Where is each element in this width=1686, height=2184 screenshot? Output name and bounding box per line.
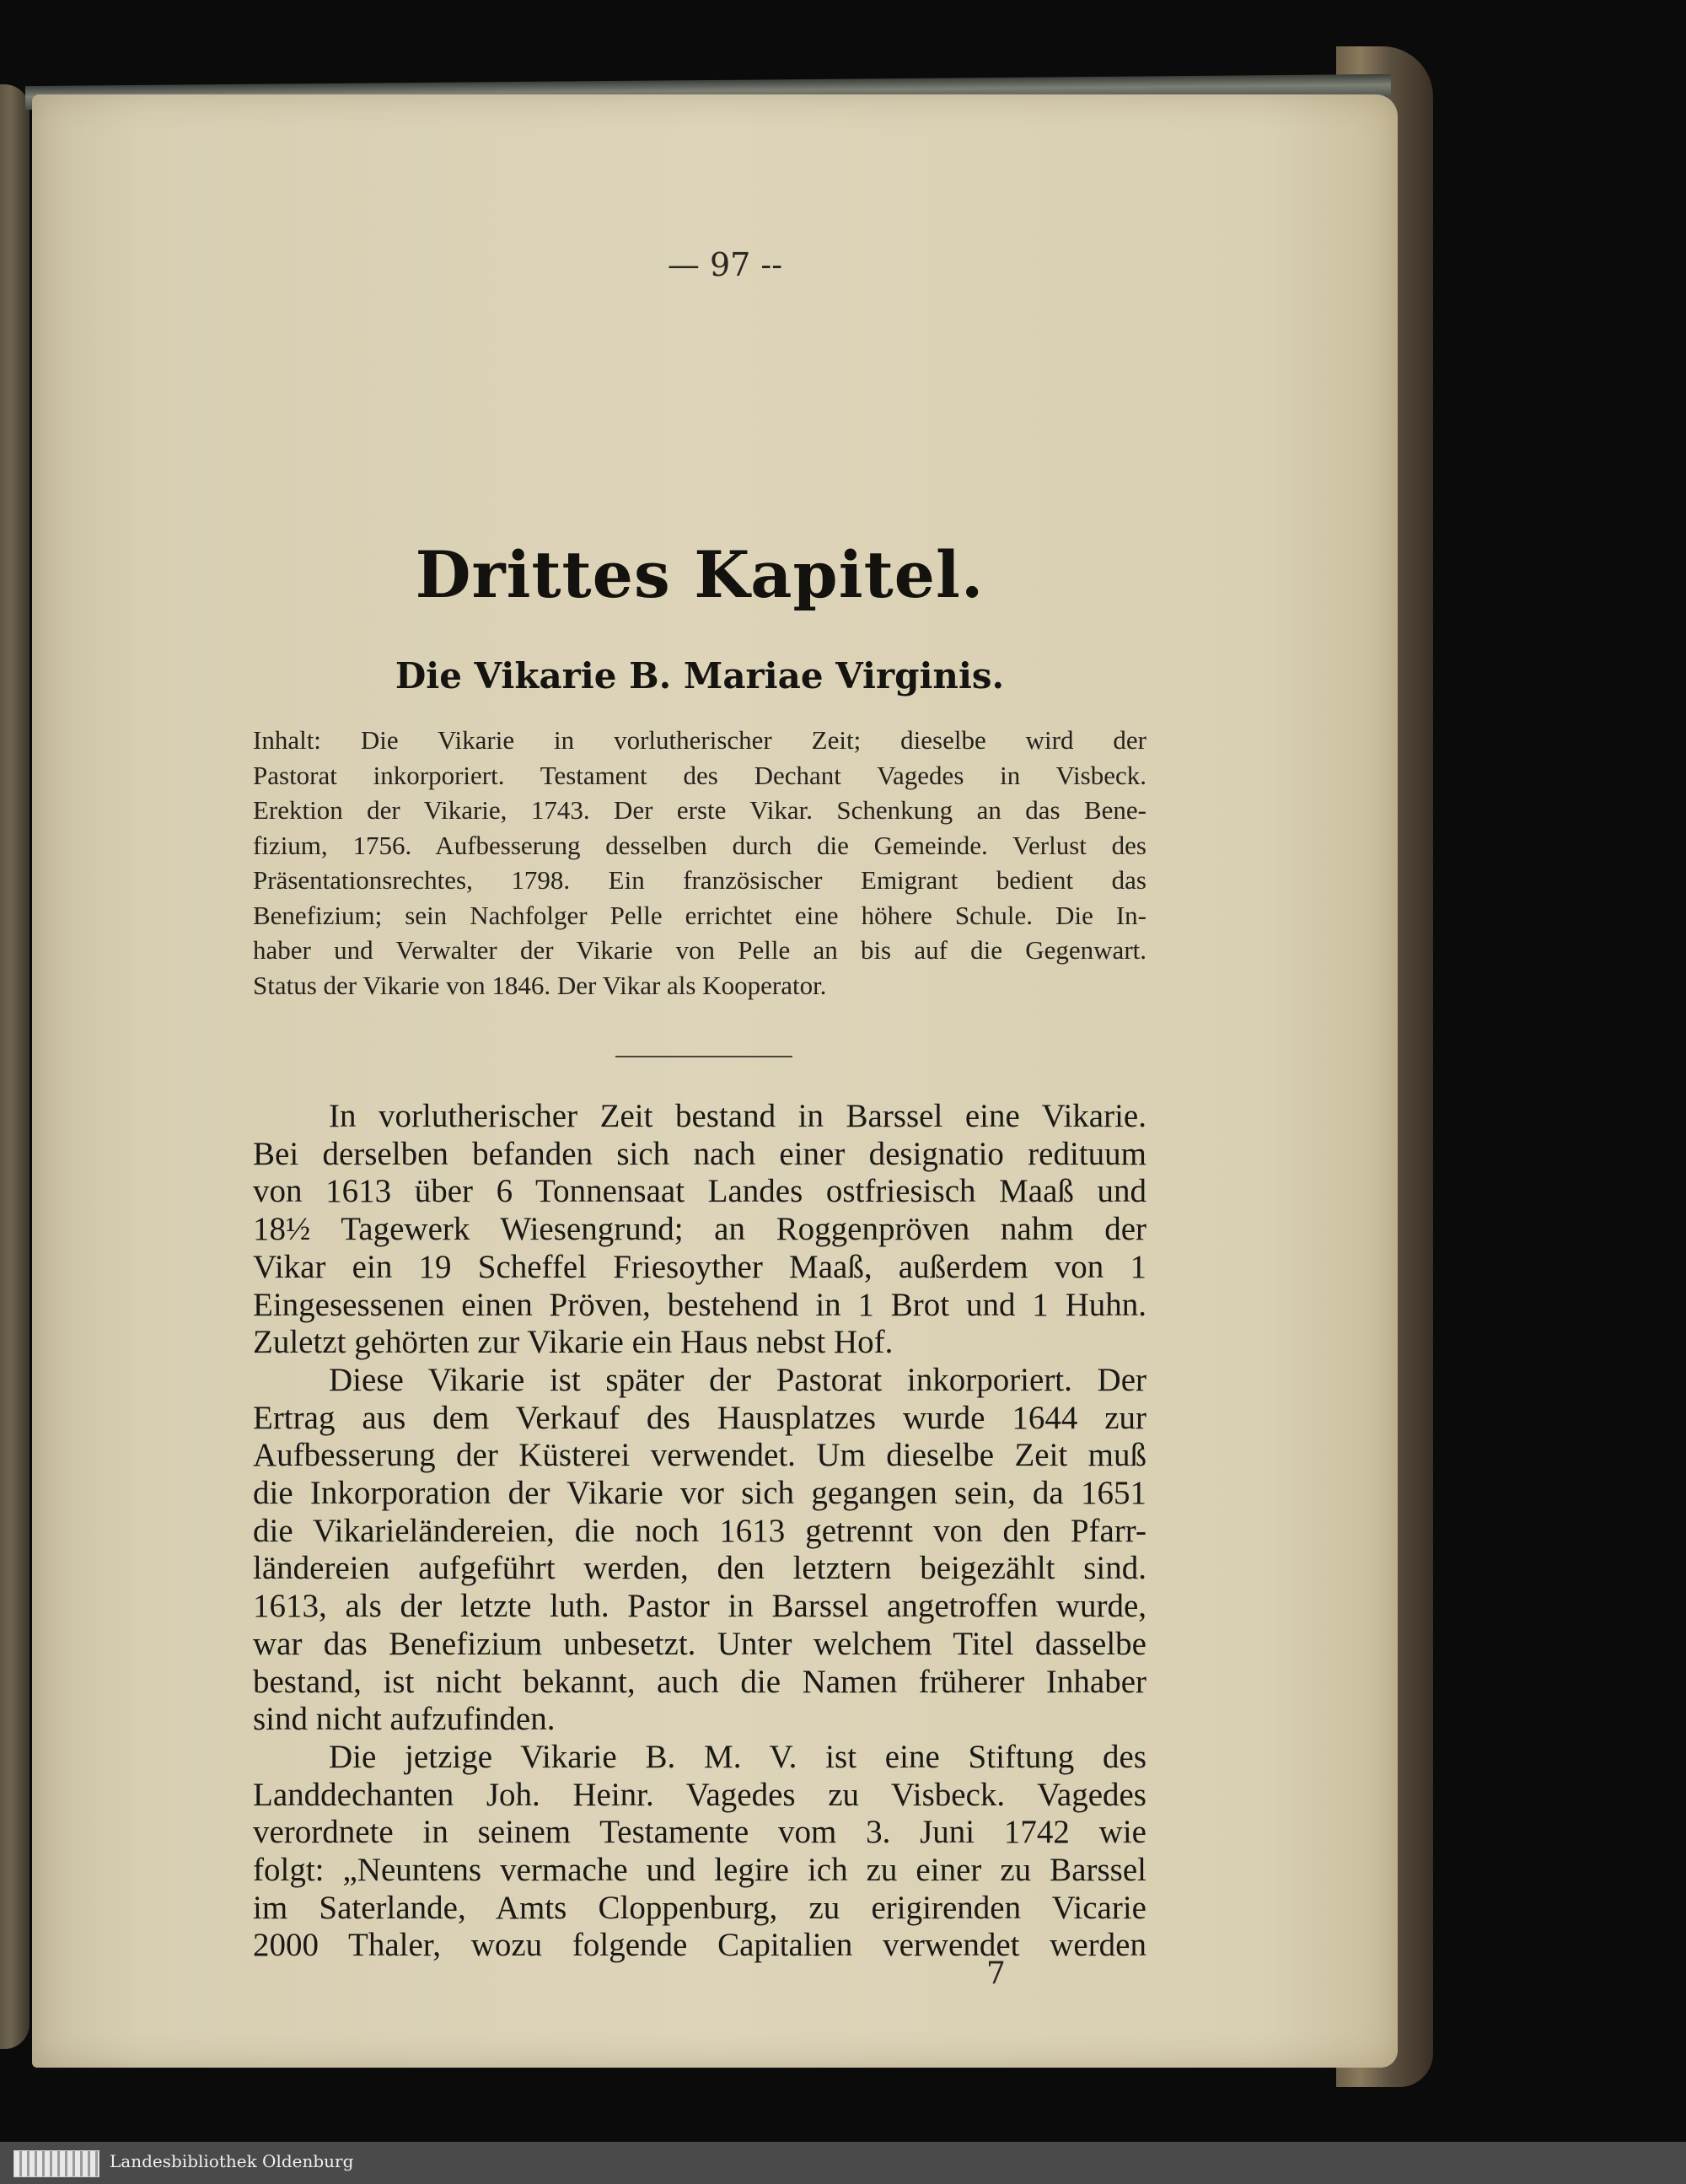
body-line: 1613, als der letzte luth. Pastor in Barssel angetroffen wurde, [253,1588,1146,1625]
body-line: Landdechanten Joh. Heinr. Vagedes zu Visbeck. Vagedes [253,1776,1146,1813]
section-divider [615,1056,792,1057]
summary-line: Inhalt: Die Vikarie in vorlutherischer Zeit; dieselbe wird der [253,725,1146,755]
summary-line: fizium, 1756. Aufbesserung desselben durch die Gemeinde. Verlust des [253,830,1146,860]
chapter-summary [253,723,1146,1003]
body-line: Die jetzige Vikarie B. M. V. ist eine Stiftung des [329,1738,1146,1775]
body-line: im Saterlande, Amts Cloppenburg, zu erigirenden Vicarie [253,1889,1146,1926]
summary-line: Pastorat inkorporiert. Testament des Dechant Vagedes in Visbeck. [253,760,1146,790]
library-logo-icon[interactable] [13,2150,99,2177]
summary-line: haber und Verwalter der Vikarie von Pelle an bis auf die Gegenwart. [253,935,1146,965]
summary-line: Status der Vikarie von 1846. Der Vikar als Kooperator. [253,970,827,1000]
book-page [32,94,1398,2068]
summary-line: Benefizium; sein Nachfolger Pelle errichtet eine höhere Schule. Die In- [253,900,1146,930]
body-line: von 1613 über 6 Tonnensaat Landes ostfriesisch Maaß und [253,1173,1146,1210]
body-line: folgt: „Neuntens vermache und legire ich zu einer zu Barssel [253,1852,1146,1889]
body-line: In vorlutherischer Zeit bestand in Barssel eine Vikarie. [329,1098,1146,1134]
page-number: — 97 -- [667,246,783,283]
chapter-title: Drittes Kapitel. [415,537,985,612]
body-line: Bei derselben befanden sich nach einer designatio redituum [253,1135,1146,1172]
body-line: 2000 Thaler, wozu folgende Capitalien verwendet werden [253,1927,1146,1964]
body-line: Zuletzt gehörten zur Vikarie ein Haus nebst Hof. [253,1324,894,1361]
body-line: ländereien aufgeführt werden, den letztern beigezählt sind. [253,1550,1146,1587]
body-line: verordnete in seinem Testamente vom 3. Juni 1742 wie [253,1814,1146,1851]
summary-line: Erektion der Vikarie, 1743. Der erste Vikar. Schenkung an das Bene- [253,795,1146,825]
body-line: sind nicht aufzufinden. [253,1701,556,1738]
body-text [253,1098,1146,1965]
body-line: die Inkorporation der Vikarie vor sich gegangen sein, da 1651 [253,1475,1146,1512]
chapter-subtitle: Die Vikarie B. Mariae Virginis. [395,655,1005,697]
body-line: Aufbesserung der Küsterei verwendet. Um dieselbe Zeit muß [253,1437,1146,1474]
sheet-signature: 7 [986,1956,1006,1991]
body-line: bestand, ist nicht bekannt, auch die Namen früherer Inhaber [253,1663,1146,1700]
body-line: war das Benefizium unbesetzt. Unter welchem Titel dasselbe [253,1625,1146,1662]
body-line: Eingesessenen einen Pröven, bestehend in 1 Brot und 1 Huhn. [253,1286,1146,1323]
library-name[interactable]: Landesbibliothek Oldenburg [110,2151,354,2171]
body-line: Vikar ein 19 Scheffel Friesoyther Maaß, außerdem von 1 [253,1248,1146,1285]
facing-page-edge [0,84,30,2049]
body-line: Ertrag aus dem Verkauf des Hausplatzes wurde 1644 zur [253,1399,1146,1436]
summary-line: Präsentationsrechtes, 1798. Ein französischer Emigrant bedient das [253,865,1146,895]
body-line: Diese Vikarie ist später der Pastorat inkorporiert. Der [329,1361,1146,1398]
body-line: die Vikarieländereien, die noch 1613 getrennt von den Pfarr- [253,1512,1146,1549]
body-line: 18½ Tagewerk Wiesengrund; an Roggenpröven nahm der [253,1211,1146,1248]
viewer-footer [0,2142,1686,2184]
